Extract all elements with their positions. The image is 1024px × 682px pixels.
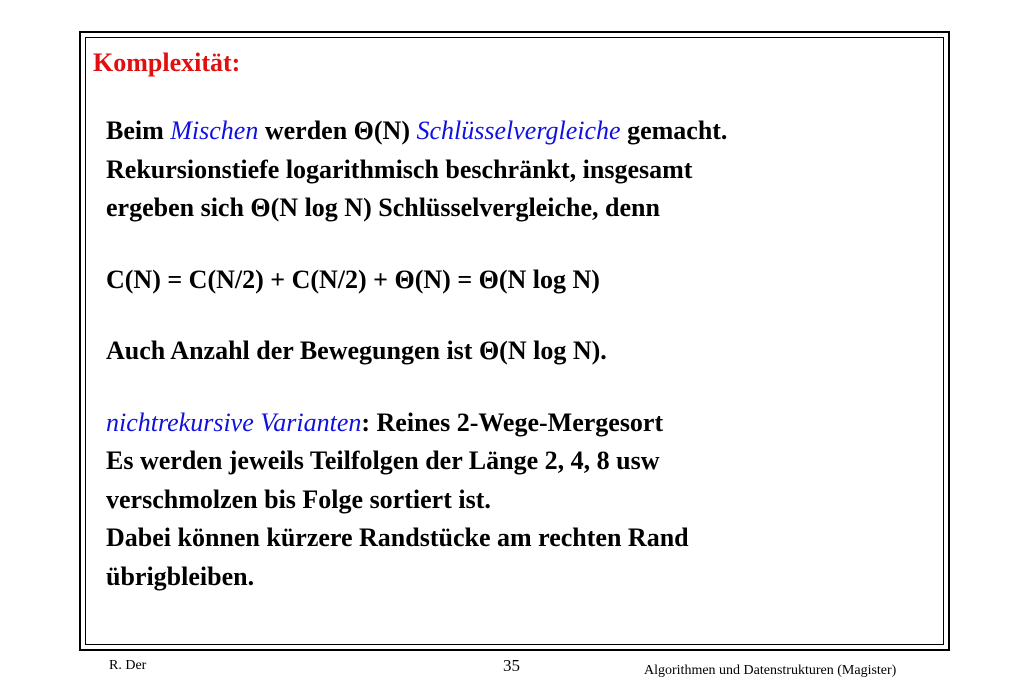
spacer: [106, 371, 926, 404]
slide-body: [106, 112, 926, 596]
spacer: [106, 299, 926, 332]
text-segment: : Reines 2-Wege-Mergesort: [361, 407, 664, 437]
footer-course-title: Algorithmen und Datenstrukturen (Magister): [644, 663, 897, 678]
text-line-10: übrigbleiben.: [106, 561, 255, 591]
text-line-8: verschmolzen bis Folge sortiert ist.: [106, 484, 491, 514]
spacer: [106, 228, 926, 261]
text-line-2: Rekursionstiefe logarithmisch beschränkt, insgesamt: [106, 154, 693, 184]
text-line-6: [106, 404, 926, 443]
text-segment: Beim: [106, 116, 171, 145]
emphasis-mischen: Mischen: [170, 116, 259, 145]
text-line-1: [106, 112, 926, 151]
emphasis-schluesselvergleiche: Schlüsselvergleiche: [416, 116, 621, 145]
text-segment: gemacht.: [620, 116, 728, 145]
slide-title: Komplexität:: [93, 48, 241, 77]
text-line-5: Auch Anzahl der Bewegungen ist Θ(N log N).: [106, 336, 607, 365]
emphasis-nichtrekursive: nichtrekursive Varianten: [106, 407, 362, 437]
formula-line: C(N) = C(N/2) + C(N/2) + Θ(N) = Θ(N log N): [106, 264, 600, 294]
footer-page-number: 35: [503, 656, 520, 675]
text-line-9: Dabei können kürzere Randstücke am rechten Rand: [106, 523, 689, 552]
footer-author: R. Der: [109, 658, 147, 673]
text-line-7: Es werden jeweils Teilfolgen der Länge 2, 4, 8 usw: [106, 446, 660, 475]
text-segment: werden Θ(N): [258, 116, 417, 145]
text-line-3: ergeben sich Θ(N log N) Schlüsselvergleiche, denn: [106, 193, 660, 222]
